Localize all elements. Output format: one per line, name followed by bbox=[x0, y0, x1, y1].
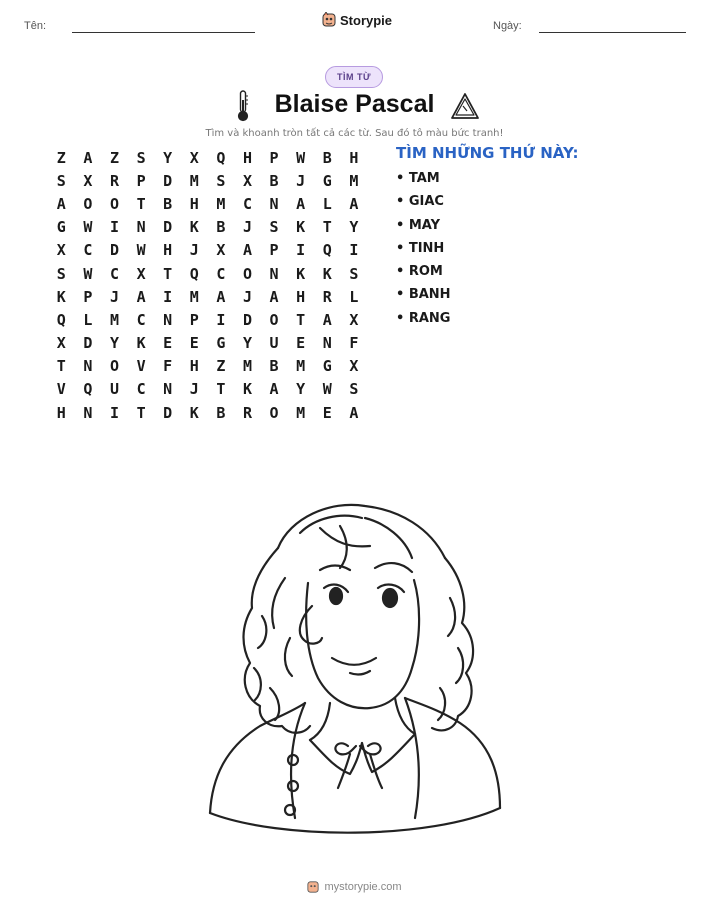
grid-letter[interactable]: B bbox=[216, 403, 226, 422]
grid-letter[interactable]: U bbox=[109, 380, 119, 399]
grid-letter[interactable]: C bbox=[136, 310, 146, 329]
grid-letter[interactable]: B bbox=[269, 171, 279, 190]
grid-letter[interactable]: M bbox=[189, 287, 199, 306]
grid-letter[interactable]: C bbox=[83, 241, 93, 260]
grid-letter[interactable]: T bbox=[216, 380, 226, 399]
grid-letter[interactable]: X bbox=[56, 241, 66, 260]
grid-letter[interactable]: B bbox=[269, 357, 279, 376]
grid-letter[interactable]: V bbox=[56, 380, 66, 399]
brand-name: Storypie bbox=[340, 12, 393, 28]
grid-letter[interactable]: O bbox=[109, 194, 119, 213]
grid-letter[interactable]: U bbox=[269, 334, 279, 353]
grid-letter[interactable]: T bbox=[163, 264, 173, 283]
grid-letter[interactable]: X bbox=[136, 264, 146, 283]
grid-letter[interactable]: R bbox=[109, 171, 119, 190]
date-line[interactable] bbox=[539, 32, 686, 33]
grid-letter[interactable]: J bbox=[189, 380, 199, 399]
footer-url[interactable]: mystorypie.com bbox=[324, 881, 402, 893]
grid-row bbox=[48, 285, 368, 308]
warning-triangle-icon bbox=[450, 92, 480, 120]
grid-letter[interactable]: N bbox=[83, 357, 93, 376]
grid-letter[interactable]: A bbox=[83, 148, 93, 167]
grid-letter[interactable]: P bbox=[136, 171, 146, 190]
grid-letter[interactable]: X bbox=[349, 357, 359, 376]
grid-letter[interactable]: W bbox=[296, 148, 306, 167]
grid-letter[interactable]: K bbox=[189, 218, 199, 237]
grid-letter[interactable]: Y bbox=[163, 148, 173, 167]
grid-letter[interactable]: T bbox=[56, 357, 66, 376]
grid-letter[interactable]: P bbox=[269, 148, 279, 167]
grid-letter[interactable]: S bbox=[349, 264, 359, 283]
grid-letter[interactable]: L bbox=[349, 287, 359, 306]
page-title: Blaise Pascal bbox=[274, 90, 435, 118]
grid-letter[interactable]: K bbox=[242, 380, 252, 399]
grid-letter[interactable]: A bbox=[269, 380, 279, 399]
blaise-pascal-portrait[interactable] bbox=[200, 488, 510, 848]
grid-letter[interactable]: M bbox=[349, 171, 359, 190]
grid-letter[interactable]: N bbox=[163, 380, 173, 399]
grid-letter[interactable]: A bbox=[136, 287, 146, 306]
grid-letter[interactable]: S bbox=[56, 171, 66, 190]
grid-letter[interactable]: G bbox=[216, 334, 226, 353]
grid-letter[interactable]: K bbox=[296, 264, 306, 283]
grid-letter[interactable]: I bbox=[296, 241, 306, 260]
word-list-item: • TAM bbox=[396, 171, 440, 186]
grid-letter[interactable]: B bbox=[163, 194, 173, 213]
grid-letter[interactable]: Q bbox=[322, 241, 332, 260]
grid-letter[interactable]: O bbox=[109, 357, 119, 376]
grid-row bbox=[48, 401, 368, 424]
grid-letter[interactable]: W bbox=[83, 218, 93, 237]
grid-row bbox=[48, 308, 368, 331]
grid-letter[interactable]: A bbox=[216, 287, 226, 306]
grid-letter[interactable]: Q bbox=[56, 310, 66, 329]
word-search-grid bbox=[48, 146, 368, 424]
grid-letter[interactable]: A bbox=[349, 194, 359, 213]
grid-letter[interactable]: O bbox=[83, 194, 93, 213]
grid-letter[interactable]: H bbox=[189, 194, 199, 213]
grid-letter[interactable]: X bbox=[242, 171, 252, 190]
grid-letter[interactable]: P bbox=[189, 310, 199, 329]
grid-row bbox=[48, 355, 368, 378]
grid-letter[interactable]: B bbox=[322, 148, 332, 167]
grid-letter[interactable]: S bbox=[216, 171, 226, 190]
grid-letter[interactable]: D bbox=[163, 218, 173, 237]
grid-letter[interactable]: T bbox=[136, 403, 146, 422]
grid-row bbox=[48, 332, 368, 355]
grid-letter[interactable]: Z bbox=[109, 148, 119, 167]
grid-letter[interactable]: D bbox=[163, 171, 173, 190]
grid-letter[interactable]: Z bbox=[56, 148, 66, 167]
grid-letter[interactable]: N bbox=[269, 194, 279, 213]
grid-letter[interactable]: I bbox=[163, 287, 173, 306]
grid-letter[interactable]: M bbox=[216, 194, 226, 213]
grid-letter[interactable]: Q bbox=[189, 264, 199, 283]
grid-letter[interactable]: D bbox=[83, 334, 93, 353]
grid-letter[interactable]: P bbox=[83, 287, 93, 306]
instructions: Tìm và khoanh tròn tất cả các từ. Sau đó tô màu bức tranh! bbox=[205, 128, 504, 139]
grid-letter[interactable]: N bbox=[136, 218, 146, 237]
grid-row bbox=[48, 169, 368, 192]
grid-row bbox=[48, 262, 368, 285]
grid-letter[interactable]: T bbox=[322, 218, 332, 237]
grid-letter[interactable]: A bbox=[56, 194, 66, 213]
grid-letter[interactable]: X bbox=[349, 310, 359, 329]
grid-letter[interactable]: O bbox=[242, 264, 252, 283]
grid-letter[interactable]: E bbox=[189, 334, 199, 353]
grid-letter[interactable]: N bbox=[163, 310, 173, 329]
grid-letter[interactable]: G bbox=[322, 357, 332, 376]
grid-letter[interactable]: A bbox=[296, 194, 306, 213]
grid-letter[interactable]: G bbox=[56, 218, 66, 237]
grid-letter[interactable]: Q bbox=[83, 380, 93, 399]
grid-letter[interactable]: C bbox=[216, 264, 226, 283]
grid-letter[interactable]: X bbox=[56, 334, 66, 353]
grid-letter[interactable]: V bbox=[136, 357, 146, 376]
grid-letter[interactable]: Y bbox=[109, 334, 119, 353]
grid-letter[interactable]: P bbox=[269, 241, 279, 260]
grid-letter[interactable]: M bbox=[296, 357, 306, 376]
word-list-item: • BANH bbox=[396, 287, 451, 303]
grid-letter[interactable]: I bbox=[349, 241, 359, 260]
grid-letter[interactable]: M bbox=[242, 357, 252, 376]
grid-letter[interactable]: F bbox=[349, 334, 359, 353]
grid-letter[interactable]: S bbox=[136, 148, 146, 167]
grid-letter[interactable]: Y bbox=[296, 380, 306, 399]
grid-letter[interactable]: L bbox=[83, 310, 93, 329]
word-list bbox=[396, 171, 451, 334]
grid-letter[interactable]: O bbox=[269, 310, 279, 329]
name-label: Tên: bbox=[24, 20, 47, 32]
grid-row bbox=[48, 216, 368, 239]
grid-letter[interactable]: I bbox=[109, 218, 119, 237]
grid-letter[interactable]: Q bbox=[216, 148, 226, 167]
grid-letter[interactable]: H bbox=[242, 148, 252, 167]
grid-letter[interactable]: C bbox=[136, 380, 146, 399]
grid-letter[interactable]: H bbox=[189, 357, 199, 376]
grid-row bbox=[48, 146, 368, 169]
grid-letter[interactable]: T bbox=[296, 310, 306, 329]
grid-letter[interactable]: W bbox=[83, 264, 93, 283]
grid-letter[interactable]: X bbox=[83, 171, 93, 190]
grid-letter[interactable]: K bbox=[56, 287, 66, 306]
grid-letter[interactable]: E bbox=[163, 334, 173, 353]
grid-letter[interactable]: X bbox=[189, 148, 199, 167]
word-list-item: • ROM bbox=[396, 264, 443, 280]
grid-row bbox=[48, 239, 368, 262]
grid-letter[interactable]: C bbox=[242, 194, 252, 213]
grid-letter[interactable]: J bbox=[242, 287, 252, 306]
word-list-item: • RANG bbox=[396, 310, 451, 326]
grid-letter[interactable]: N bbox=[322, 334, 332, 353]
grid-letter[interactable]: C bbox=[109, 264, 119, 283]
grid-letter[interactable]: H bbox=[163, 241, 173, 260]
grid-row bbox=[48, 378, 368, 401]
grid-letter[interactable]: J bbox=[296, 171, 306, 190]
activity-tag: TÌM TỪ bbox=[325, 66, 383, 88]
grid-letter[interactable]: I bbox=[216, 310, 226, 329]
grid-letter[interactable]: D bbox=[163, 403, 173, 422]
grid-letter[interactable]: I bbox=[109, 403, 119, 422]
word-list-item: • MAY bbox=[396, 217, 441, 233]
grid-letter[interactable]: K bbox=[189, 403, 199, 422]
grid-letter[interactable]: R bbox=[242, 403, 252, 422]
grid-letter[interactable]: N bbox=[269, 264, 279, 283]
grid-letter[interactable]: R bbox=[322, 287, 332, 306]
grid-letter[interactable]: M bbox=[189, 171, 199, 190]
footer bbox=[0, 880, 709, 894]
grid-letter[interactable]: H bbox=[56, 403, 66, 422]
grid-letter[interactable]: S bbox=[349, 380, 359, 399]
grid-row bbox=[48, 192, 368, 215]
grid-letter[interactable]: Z bbox=[216, 357, 226, 376]
name-line[interactable] bbox=[72, 32, 255, 33]
date-label: Ngày: bbox=[493, 20, 522, 32]
grid-letter[interactable]: S bbox=[269, 218, 279, 237]
grid-letter[interactable]: J bbox=[189, 241, 199, 260]
word-list-item: • TINH bbox=[396, 240, 445, 256]
brand-logo bbox=[322, 12, 392, 28]
grid-letter[interactable]: A bbox=[349, 403, 359, 422]
grid-letter[interactable]: A bbox=[322, 310, 332, 329]
grid-letter[interactable]: S bbox=[56, 264, 66, 283]
grid-letter[interactable]: M bbox=[296, 403, 306, 422]
grid-letter[interactable]: F bbox=[163, 357, 173, 376]
grid-letter[interactable]: T bbox=[136, 194, 146, 213]
grid-letter[interactable]: A bbox=[242, 241, 252, 260]
grid-letter[interactable]: M bbox=[109, 310, 119, 329]
grid-letter[interactable]: K bbox=[296, 218, 306, 237]
grid-letter[interactable]: J bbox=[242, 218, 252, 237]
title-row bbox=[0, 90, 709, 126]
grid-letter[interactable]: X bbox=[216, 241, 226, 260]
grid-letter[interactable]: O bbox=[269, 403, 279, 422]
grid-letter[interactable]: E bbox=[322, 403, 332, 422]
grid-letter[interactable]: K bbox=[322, 264, 332, 283]
grid-letter[interactable]: H bbox=[349, 148, 359, 167]
grid-letter[interactable]: Y bbox=[349, 218, 359, 237]
grid-letter[interactable]: B bbox=[216, 218, 226, 237]
grid-letter[interactable]: K bbox=[136, 334, 146, 353]
grid-letter[interactable]: J bbox=[109, 287, 119, 306]
grid-letter[interactable]: W bbox=[136, 241, 146, 260]
grid-letter[interactable]: G bbox=[322, 171, 332, 190]
grid-letter[interactable]: D bbox=[109, 241, 119, 260]
grid-letter[interactable]: W bbox=[322, 380, 332, 399]
storypie-mascot-icon bbox=[307, 880, 319, 894]
word-list-title: TÌM NHỮNG THỨ NÀY: bbox=[396, 144, 579, 162]
grid-letter[interactable]: D bbox=[242, 310, 252, 329]
grid-letter[interactable]: H bbox=[296, 287, 306, 306]
grid-letter[interactable]: E bbox=[296, 334, 306, 353]
grid-letter[interactable]: L bbox=[322, 194, 332, 213]
grid-letter[interactable]: N bbox=[83, 403, 93, 422]
word-list-item: • GIAC bbox=[396, 194, 444, 210]
grid-letter[interactable]: Y bbox=[242, 334, 252, 353]
storypie-mascot-icon bbox=[322, 12, 336, 28]
grid-letter[interactable]: A bbox=[269, 287, 279, 306]
